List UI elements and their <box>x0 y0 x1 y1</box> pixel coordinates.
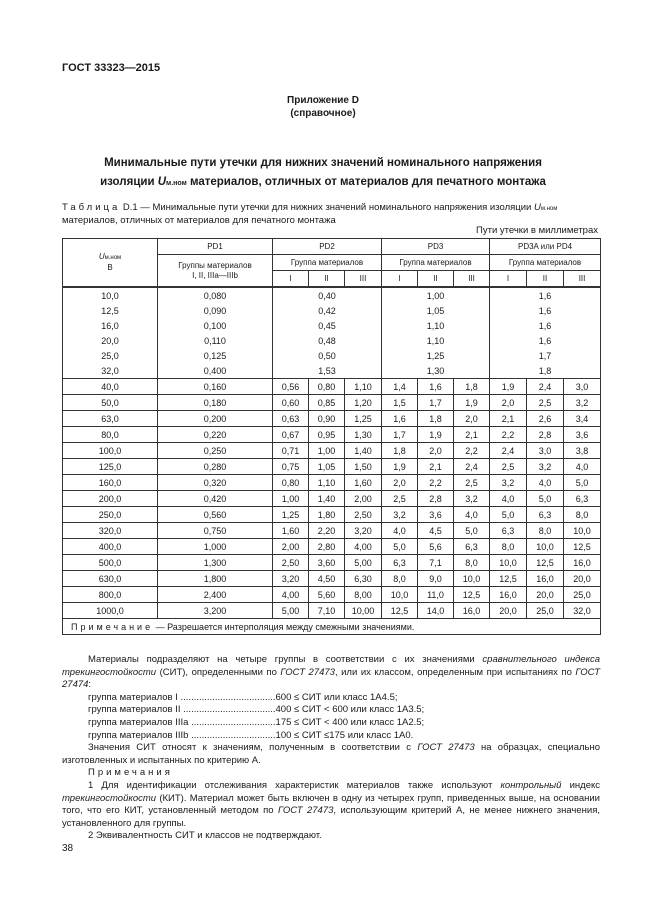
group-ii: II <box>527 271 564 288</box>
table-cell: 2,2 <box>490 427 527 443</box>
table-cell: 5,00 <box>345 555 382 571</box>
table-cell: 500,0 <box>63 555 158 571</box>
table-cell: 1,00 <box>273 491 309 507</box>
table-cell: 1,60 <box>273 523 309 539</box>
table-cell: 100,0 <box>63 443 158 459</box>
table-cell: 3,20 <box>345 523 382 539</box>
group-i: I <box>490 271 527 288</box>
table-cell: 5,0 <box>382 539 418 555</box>
table-row <box>63 539 601 555</box>
table-cell: 1,300 <box>158 555 273 571</box>
table-cell: 2,0 <box>490 395 527 411</box>
table-cell: 8,0 <box>454 555 490 571</box>
table-cell: 5,0 <box>490 507 527 523</box>
table-cell: 0,220 <box>158 427 273 443</box>
table-cell: 2,2 <box>454 443 490 459</box>
group-line: группа материалов I ....................................600 ≤ СИТ или класс 1А4.5; <box>88 691 398 703</box>
table-cell: 7,1 <box>418 555 454 571</box>
table-cell: 800,0 <box>63 587 158 603</box>
table-cell: 3,200 <box>158 603 273 619</box>
group-iii: III <box>454 271 490 288</box>
header-pd3a-pd4: PD3A или PD4 <box>490 239 601 255</box>
group-i: I <box>382 271 418 288</box>
table-cell: 6,3 <box>564 491 601 507</box>
table-row <box>63 603 601 619</box>
table-cell: 2,80 <box>309 539 345 555</box>
table-cell: 0,280 <box>158 459 273 475</box>
table-row <box>63 411 601 427</box>
table-cell: 5,60 <box>309 587 345 603</box>
table-cell: 3,2 <box>382 507 418 523</box>
table-cell: 8,0 <box>382 571 418 587</box>
table-cell: 1,40 <box>309 491 345 507</box>
table-cell: 4,50 <box>309 571 345 587</box>
table-cell: 4,5 <box>418 523 454 539</box>
table-cell: 1,50 <box>345 459 382 475</box>
table-cell: 0,56 <box>273 379 309 395</box>
table-cell: 2,0 <box>454 411 490 427</box>
table-cell: 11,0 <box>418 587 454 603</box>
table-cell: 2,8 <box>418 491 454 507</box>
table-cell: 1,800 <box>158 571 273 587</box>
table-cell: 2,2 <box>418 475 454 491</box>
table-cell: 2,00 <box>345 491 382 507</box>
table-cell: 2,1 <box>490 411 527 427</box>
table-cell: 16,0 <box>454 603 490 619</box>
table-cell: 2,0 <box>418 443 454 459</box>
group-line: группа материалов IIIb ................................100 ≤ СИТ ≤175 или класс 1А0. <box>88 729 414 741</box>
appendix-subtitle: (справочное) <box>290 108 356 119</box>
table-cell: 2,4 <box>527 379 564 395</box>
standard-number: ГОСТ 33323—2015 <box>62 62 161 74</box>
table-cell: 6,3 <box>527 507 564 523</box>
table-cell: 0,75 <box>273 459 309 475</box>
table-row <box>63 587 601 603</box>
table-cell: 3,2 <box>527 459 564 475</box>
table-cell: 3,6 <box>418 507 454 523</box>
table-row <box>63 475 601 491</box>
table-row: 25,0 0,125 0,50 1,25 1,7 <box>63 348 601 363</box>
table-cell: 4,0 <box>454 507 490 523</box>
group-line: группа материалов II ...................................400 ≤ СИТ < 600 или класс 1А3.5; <box>88 704 425 716</box>
table-cell: 10,00 <box>345 603 382 619</box>
table-cell: 3,20 <box>273 571 309 587</box>
table-cell: 32,0 <box>564 603 601 619</box>
table-cell: 125,0 <box>63 459 158 475</box>
table-cell: 0,85 <box>309 395 345 411</box>
table-cell: 0,320 <box>158 475 273 491</box>
table-cell: 8,0 <box>564 507 601 523</box>
table-cell: 20,0 <box>564 571 601 587</box>
table-cell: 3,2 <box>454 491 490 507</box>
table-cell: 12,5 <box>490 571 527 587</box>
table-cell: 3,60 <box>309 555 345 571</box>
table-cell: 2,6 <box>527 411 564 427</box>
table-cell: 1,9 <box>418 427 454 443</box>
table-cell: 0,63 <box>273 411 309 427</box>
table-cell: 0,60 <box>273 395 309 411</box>
table-cell: 0,420 <box>158 491 273 507</box>
table-cell: 0,750 <box>158 523 273 539</box>
header-voltage: Uм.ном В <box>63 239 158 288</box>
table-cell: 2,20 <box>309 523 345 539</box>
table-cell: 2,50 <box>345 507 382 523</box>
table-cell: 2,0 <box>382 475 418 491</box>
table-cell: 200,0 <box>63 491 158 507</box>
table-cell: 1,25 <box>345 411 382 427</box>
table-cell: 4,0 <box>490 491 527 507</box>
table-cell: 1,9 <box>454 395 490 411</box>
table-cell: 6,3 <box>454 539 490 555</box>
group-ii: II <box>309 271 345 288</box>
table-cell: 50,0 <box>63 395 158 411</box>
header-pd3-groups: Группа материалов <box>382 255 490 271</box>
table-cell: 10,0 <box>527 539 564 555</box>
table-cell: 1,9 <box>490 379 527 395</box>
table-cell: 250,0 <box>63 507 158 523</box>
table-cell: 10,0 <box>454 571 490 587</box>
table-cell: 3,8 <box>564 443 601 459</box>
table-cell: 12,5 <box>564 539 601 555</box>
document-title-line1: Минимальные пути утечки для нижних значений номинального напряжения <box>104 157 542 169</box>
table-cell: 20,0 <box>527 587 564 603</box>
note-1: 1 Для идентификации отслеживания характеристик материалов также используют контрольный индекс трекингостойкости (КИТ). Материал может быть включен в одну из четырех групп, приведенных выше, на основании того, что его КИТ, установленный методом по ГОСТ 27473, использующим критерий А, не менее нижнего значения, установленного для группы. <box>62 779 600 829</box>
page-number: 38 <box>62 843 74 854</box>
table-note: Примечание — Разрешается интерполяция между смежными значениями. <box>63 619 601 635</box>
header-pd2: PD2 <box>273 239 382 255</box>
table-cell: 0,80 <box>273 475 309 491</box>
group-ii: II <box>418 271 454 288</box>
creepage-table <box>62 238 601 635</box>
table-cell: 12,5 <box>454 587 490 603</box>
header-pd3: PD3 <box>382 239 490 255</box>
table-cell: 400,0 <box>63 539 158 555</box>
table-cell: 8,0 <box>527 523 564 539</box>
group-iii: III <box>345 271 382 288</box>
table-cell: 1,25 <box>273 507 309 523</box>
table-cell: 1000,0 <box>63 603 158 619</box>
table-cell: 5,0 <box>527 491 564 507</box>
table-row <box>63 571 601 587</box>
group-i: I <box>273 271 309 288</box>
table-row <box>63 427 601 443</box>
header-pd1-groups: Группы материалов I, II, IIIa—IIIb <box>158 255 273 288</box>
table-cell: 16,0 <box>490 587 527 603</box>
table-cell: 1,10 <box>309 475 345 491</box>
table-row <box>63 379 601 395</box>
table-cell: 630,0 <box>63 571 158 587</box>
table-row <box>63 491 601 507</box>
table-cell: 10,0 <box>490 555 527 571</box>
notes-heading: Примечания <box>88 767 173 779</box>
table-cell: 1,6 <box>418 379 454 395</box>
table-cell: 20,0 <box>490 603 527 619</box>
group-line: группа материалов IIIa ................................175 ≤ СИТ < 400 или класс 1А2.5; <box>88 716 425 728</box>
table-cell: 0,71 <box>273 443 309 459</box>
table-cell: 1,4 <box>382 379 418 395</box>
table-row <box>63 395 601 411</box>
table-cell: 4,0 <box>527 475 564 491</box>
table-cell: 40,0 <box>63 379 158 395</box>
table-cell: 2,5 <box>454 475 490 491</box>
table-cell: 12,5 <box>382 603 418 619</box>
table-cell: 16,0 <box>564 555 601 571</box>
appendix-title: Приложение D <box>287 95 359 106</box>
table-row: 16,0 0,100 0,45 1,10 1,6 <box>63 318 601 333</box>
table-cell: 2,4 <box>454 459 490 475</box>
table-cell: 6,30 <box>345 571 382 587</box>
table-cell: 320,0 <box>63 523 158 539</box>
table-cell: 25,0 <box>527 603 564 619</box>
table-caption: Таблица D.1 — Минимальные пути утечки для нижних значений номинального напряжения изоляции Uм.ном материалов, отличных от материалов для печатного монтажа <box>62 202 558 226</box>
table-cell: 1,40 <box>345 443 382 459</box>
table-cell: 6,3 <box>490 523 527 539</box>
note-2: 2 Эквивалентность СИТ и классов не подтверждают. <box>88 830 322 842</box>
table-cell: 10,0 <box>382 587 418 603</box>
table-cell: 0,80 <box>309 379 345 395</box>
table-cell: 10,0 <box>564 523 601 539</box>
paragraph-materials: Материалы подразделяют на четыре группы в соответствии с их значениями сравнительного индекса трекингостойкости (СИТ), определенными по ГОСТ 27473, или их классом, определенным при испытаниях по ГОСТ 27474: <box>62 654 600 691</box>
table-cell: 0,160 <box>158 379 273 395</box>
header-pd3a-groups: Группа материалов <box>490 255 601 271</box>
table-cell: 3,0 <box>564 379 601 395</box>
table-cell: 9,0 <box>418 571 454 587</box>
table-cell: 80,0 <box>63 427 158 443</box>
table-cell: 8,00 <box>345 587 382 603</box>
table-cell: 1,8 <box>454 379 490 395</box>
table-cell: 0,200 <box>158 411 273 427</box>
table-row <box>63 443 601 459</box>
group-iii: III <box>564 271 601 288</box>
table-cell: 5,0 <box>454 523 490 539</box>
units-note: Пути утечки в миллиметрах <box>476 225 598 236</box>
table-cell: 2,1 <box>418 459 454 475</box>
table-cell: 1,6 <box>382 411 418 427</box>
table-cell: 4,00 <box>273 587 309 603</box>
table-cell: 5,00 <box>273 603 309 619</box>
table-cell: 16,0 <box>527 571 564 587</box>
table-cell: 8,0 <box>490 539 527 555</box>
table-row <box>63 507 601 523</box>
table-cell: 14,0 <box>418 603 454 619</box>
table-cell: 0,560 <box>158 507 273 523</box>
table-cell: 1,8 <box>382 443 418 459</box>
table-cell: 1,10 <box>345 379 382 395</box>
table-row <box>63 459 601 475</box>
document-title-line2: изоляции Uм.ном материалов, отличных от материалов для печатного монтажа <box>100 176 546 188</box>
table-cell: 0,180 <box>158 395 273 411</box>
table-cell: 3,2 <box>564 395 601 411</box>
table-cell: 1,000 <box>158 539 273 555</box>
table-cell: 5,0 <box>564 475 601 491</box>
table-cell: 2,4 <box>490 443 527 459</box>
table-cell: 1,00 <box>309 443 345 459</box>
header-pd2-groups: Группа материалов <box>273 255 382 271</box>
table-cell: 2,5 <box>490 459 527 475</box>
table-row: 12,5 0,090 0,42 1,05 1,6 <box>63 303 601 318</box>
table-cell: 1,20 <box>345 395 382 411</box>
table-cell: 3,6 <box>564 427 601 443</box>
table-cell: 1,30 <box>345 427 382 443</box>
table-cell: 6,3 <box>382 555 418 571</box>
table-cell: 1,8 <box>418 411 454 427</box>
table-cell: 3,2 <box>490 475 527 491</box>
table-cell: 0,90 <box>309 411 345 427</box>
table-cell: 7,10 <box>309 603 345 619</box>
table-cell: 12,5 <box>527 555 564 571</box>
table-cell: 1,5 <box>382 395 418 411</box>
table-cell: 1,60 <box>345 475 382 491</box>
table-cell: 63,0 <box>63 411 158 427</box>
table-cell: 1,7 <box>382 427 418 443</box>
paragraph-cti-values: Значения СИТ относят к значениям, полученным в соответствии с ГОСТ 27473 на образцах, специально изготовленных и испытанных по критерию А. <box>62 742 600 766</box>
table-cell: 4,0 <box>382 523 418 539</box>
table-cell: 2,00 <box>273 539 309 555</box>
table-cell: 1,05 <box>309 459 345 475</box>
header-pd1: PD1 <box>158 239 273 255</box>
table-row: 32,0 0,400 1,53 1,30 1,8 <box>63 363 601 379</box>
table-cell: 2,5 <box>382 491 418 507</box>
table-cell: 2,5 <box>527 395 564 411</box>
table-cell: 0,95 <box>309 427 345 443</box>
table-row <box>63 555 601 571</box>
body-text <box>62 654 600 843</box>
table-cell: 2,400 <box>158 587 273 603</box>
table-cell: 1,7 <box>418 395 454 411</box>
table-cell: 3,4 <box>564 411 601 427</box>
table-cell: 1,80 <box>309 507 345 523</box>
table-cell: 160,0 <box>63 475 158 491</box>
table-row <box>63 523 601 539</box>
table-cell: 0,67 <box>273 427 309 443</box>
table-cell: 1,9 <box>382 459 418 475</box>
table-row: 20,0 0,110 0,48 1,10 1,6 <box>63 333 601 348</box>
table-cell: 25,0 <box>564 587 601 603</box>
table-cell: 4,0 <box>564 459 601 475</box>
table-cell: 2,8 <box>527 427 564 443</box>
table-cell: 4,00 <box>345 539 382 555</box>
table-row: 10,0 0,080 0,40 1,00 1,6 <box>63 287 601 303</box>
table-cell: 0,250 <box>158 443 273 459</box>
table-cell: 2,1 <box>454 427 490 443</box>
table-cell: 3,0 <box>527 443 564 459</box>
table-cell: 5,6 <box>418 539 454 555</box>
table-cell: 2,50 <box>273 555 309 571</box>
